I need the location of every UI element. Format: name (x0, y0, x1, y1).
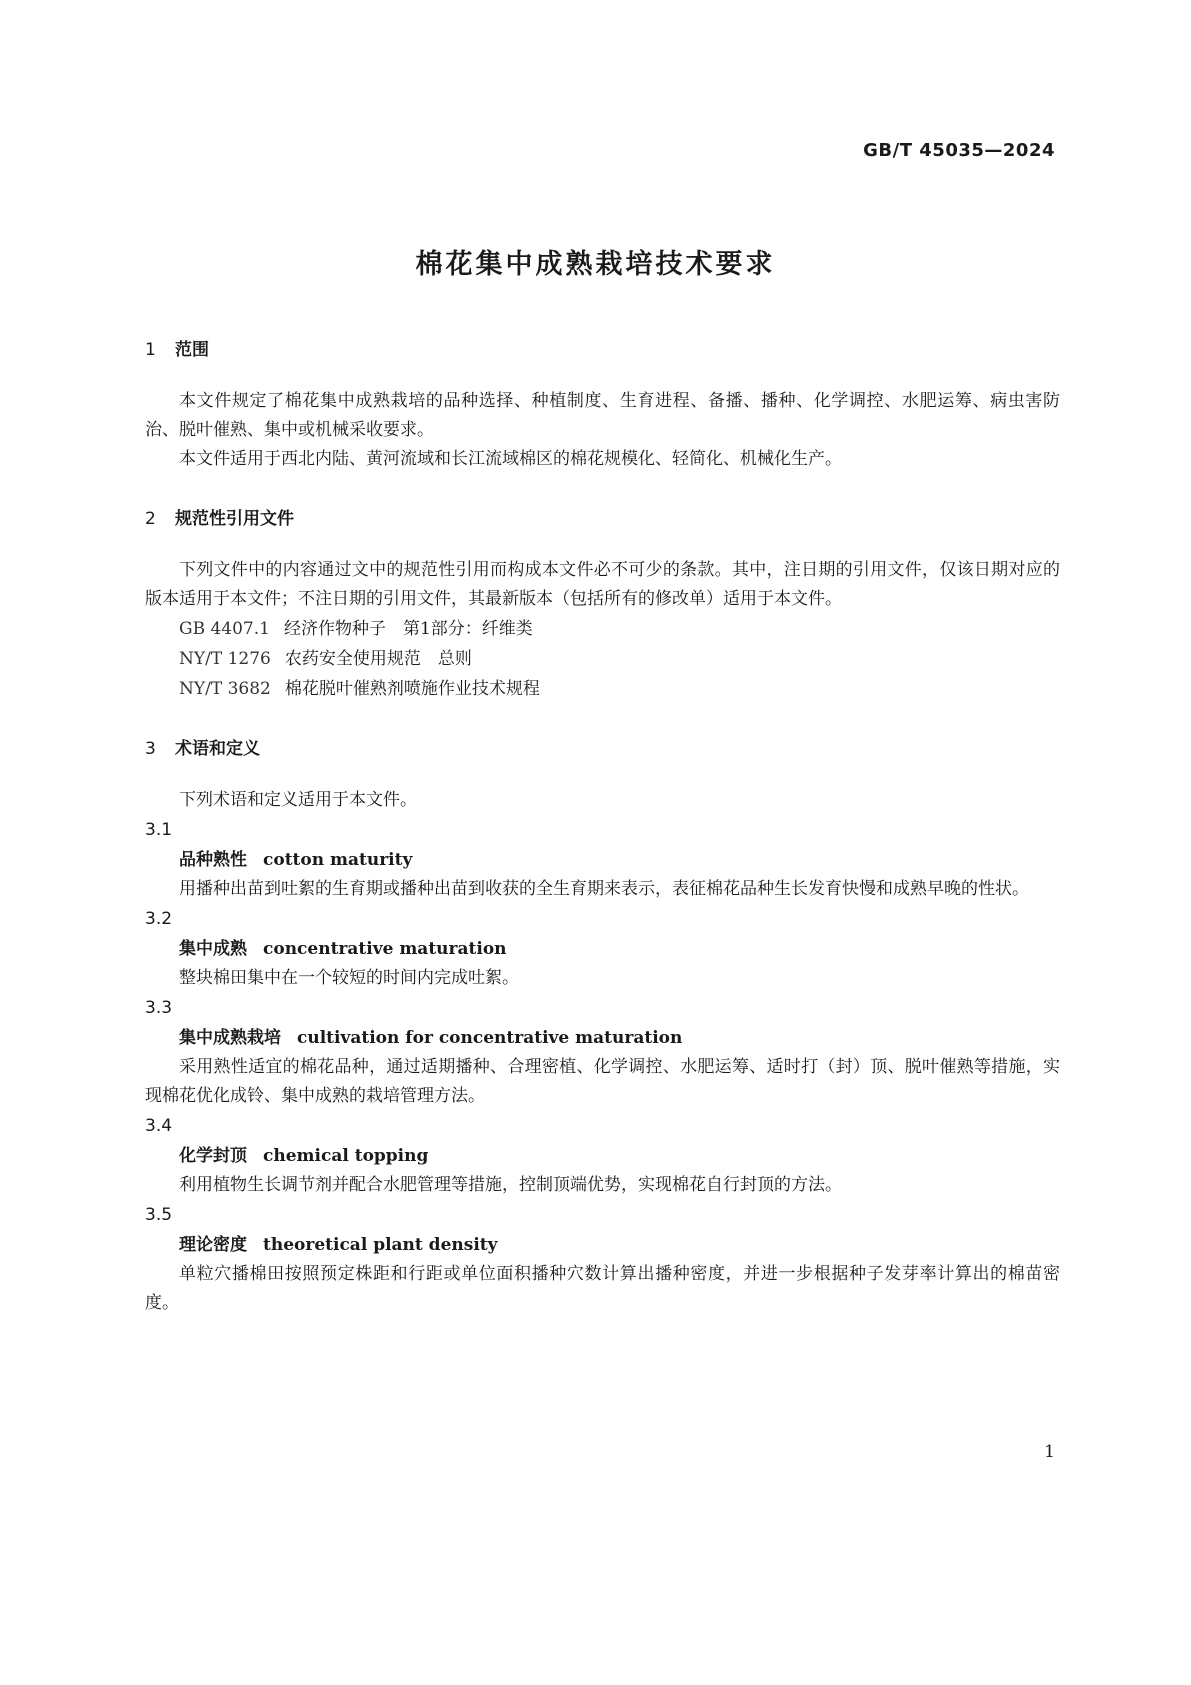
scope-paragraph-2: 本文件适用于西北内陆、黄河流域和长江流域棉区的棉花规模化、轻简化、机械化生产。 (179, 449, 842, 469)
term-name (145, 845, 1060, 875)
term-name-zh: 品种熟性 (179, 850, 247, 870)
document-title: 棉花集中成熟栽培技术要求 (415, 249, 776, 280)
section-heading-terms (145, 734, 1060, 764)
reference-code: NY/T 3682 (179, 679, 271, 699)
normative-refs-intro: 下列文件中的内容通过文中的规范性引用而构成本文件必不可少的条款。其中，注日期的引用文件，仅该日期对应的版本适用于本文件；不注日期的引用文件，其最新版本（包括所有的修改单）适用于本文件。 (145, 560, 1060, 609)
reference-code: GB 4407.1 (179, 619, 270, 639)
term-definition: 整块棉田集中在一个较短的时间内完成吐絮。 (179, 968, 519, 988)
section-number: 2 (145, 509, 156, 529)
term-entry (145, 815, 1060, 904)
term-name-en: theoretical plant density (263, 1235, 498, 1255)
term-definition: 采用熟性适宜的棉花品种，通过适期播种、合理密植、化学调控、水肥运筹、适时打（封）顶、脱叶催熟等措施，实现棉花优化成铃、集中成熟的栽培管理方法。 (145, 1057, 1060, 1106)
term-entry (145, 993, 1060, 1111)
term-number: 3.2 (145, 909, 173, 929)
term-name-zh: 化学封顶 (179, 1146, 247, 1166)
term-entry (145, 904, 1060, 993)
reference-title: 棉花脱叶催熟剂喷施作业技术规程 (284, 679, 540, 699)
reference-code: NY/T 1276 (179, 649, 271, 669)
scope-paragraph-1: 本文件规定了棉花集中成熟栽培的品种选择、种植制度、生育进程、备播、播种、化学调控、水肥运筹、病虫害防治、脱叶催熟、集中或机械采收要求。 (145, 391, 1060, 440)
reference-title: 农药安全使用规范 总则 (284, 649, 472, 669)
page-number: 1 (1044, 1442, 1055, 1462)
term-definition: 用播种出苗到吐絮的生育期或播种出苗到收获的全生育期来表示，表征棉花品种生长发育快慢和成熟早晚的性状。 (179, 879, 1029, 899)
term-number: 3.5 (145, 1205, 173, 1225)
term-name-en: cotton maturity (263, 850, 413, 870)
term-number: 3.4 (145, 1116, 173, 1136)
term-entry (145, 1111, 1060, 1200)
term-name (145, 1230, 1060, 1260)
document-body (145, 335, 1060, 1318)
term-name-en: cultivation for concentrative maturation (297, 1028, 683, 1048)
term-number: 3.3 (145, 998, 173, 1018)
term-name-zh: 集中成熟栽培 (179, 1028, 281, 1048)
term-entry (145, 1200, 1060, 1318)
section-title: 规范性引用文件 (175, 509, 294, 529)
standard-code: GB/T 45035—2024 (863, 140, 1055, 161)
section-title: 范围 (175, 340, 209, 360)
reference-item (145, 614, 1060, 644)
terms-intro: 下列术语和定义适用于本文件。 (179, 790, 417, 810)
term-name-en: concentrative maturation (263, 939, 507, 959)
term-definition: 单粒穴播棉田按照预定株距和行距或单位面积播种穴数计算出播种密度，并进一步根据种子发芽率计算出的棉苗密度。 (145, 1264, 1060, 1313)
reference-item (145, 674, 1060, 704)
section-number: 3 (145, 739, 156, 759)
term-name-en: chemical topping (263, 1146, 429, 1166)
term-name (145, 1023, 1060, 1053)
reference-item (145, 644, 1060, 674)
term-name (145, 1141, 1060, 1171)
section-title: 术语和定义 (175, 739, 260, 759)
section-heading-normative-refs (145, 504, 1060, 534)
section-number: 1 (145, 340, 156, 360)
term-name-zh: 理论密度 (179, 1235, 247, 1255)
term-name (145, 934, 1060, 964)
reference-title: 经济作物种子 第1部分：纤维类 (283, 619, 533, 639)
term-number: 3.1 (145, 820, 173, 840)
section-heading-scope (145, 335, 1060, 365)
term-definition: 利用植物生长调节剂并配合水肥管理等措施，控制顶端优势，实现棉花自行封顶的方法。 (179, 1175, 842, 1195)
term-name-zh: 集中成熟 (179, 939, 247, 959)
